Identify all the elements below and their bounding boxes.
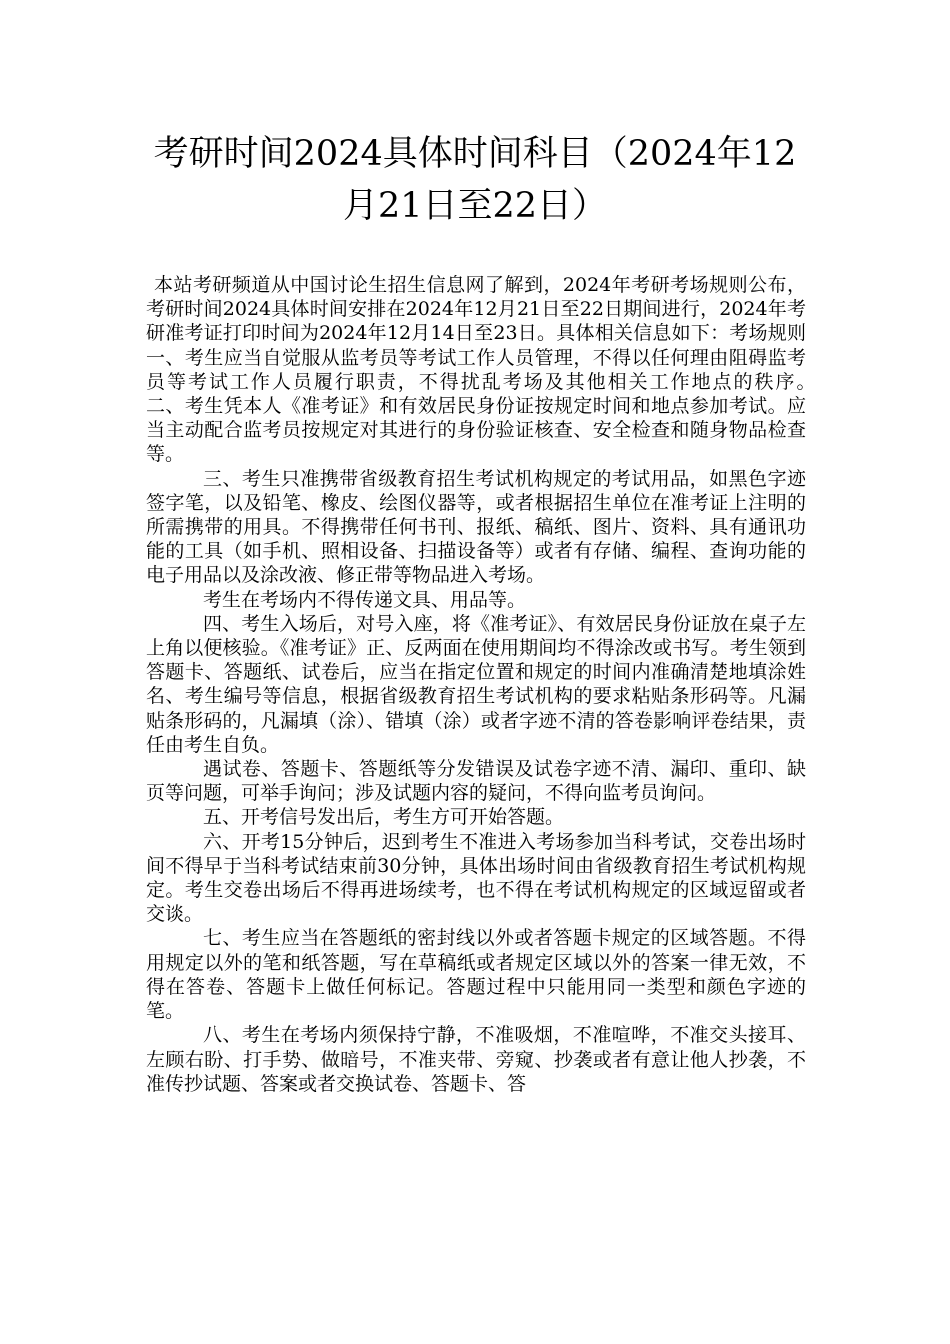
paragraph-rule-3: 三、考生只准携带省级教育招生考试机构规定的考试用品，如黑色字迹签字笔，以及铅笔、橡皮、绘图仪器等，或者根据招生单位在准考证上注明的所需携带的用具。不得携带任何书刊、报纸、稿纸、图片、资料、具有通讯功能的工具（如手机、照相设备、扫描设备等）或者有存储、编程、查询功能的电子用品以及涂改液、修正带等物品进入考场。 — [146, 467, 806, 587]
paragraph-rule-8: 八、考生在考场内须保持宁静，不准吸烟，不准喧哗，不准交头接耳、左顾右盼、打手势、做暗号，不准夹带、旁窥、抄袭或者有意让他人抄袭，不准传抄试题、答案或者交换试卷、答题卡、答 — [146, 1024, 806, 1095]
document-body — [146, 273, 845, 1096]
paragraph-rule-3-note: 考生在考场内不得传递文具、用品等。 — [203, 588, 527, 611]
paragraph-rule-4: 四、考生入场后，对号入座，将《准考证》、有效居民身份证放在桌子左上角以便核验。《准考证》正、反两面在使用期间均不得涂改或书写。考生领到答题卡、答题纸、试卷后，应当在指定位置和规定的时间内准确清楚地填涂姓名、考生编号等信息，根据省级教育招生考试机构的要求粘贴条形码等。凡漏贴条形码的，凡漏填（涂）、错填（涂）或者字迹不清的答卷影响评卷结果，责任由考生自负。 — [146, 612, 806, 756]
paragraph-intro: 本站考研频道从中国讨论生招生信息网了解到，2024年考研考场规则公布，考研时间2024具体时间安排在2024年12月21日至22日期间进行，2024年考研准考证打印时间为2024年12月14日至23日。具体相关信息如下：考场规则 一、考生应当自觉服从监考员等考试工作人员管理，不得以任何理由阻碍监考员等考试工作人员履行职责，不得扰乱考场及其他相关工作地点的秩序。 二、考生凭本人《准考证》和有效居民身份证按规定时间和地点参加考试。应当主动配合监考员按规定对其进行的身份验证核查、安全检查和随身物品检查等。 — [146, 274, 845, 466]
paragraph-rule-6: 六、开考15分钟后，迟到考生不准进入考场参加当科考试，交卷出场时间不得早于当科考试结束前30分钟，具体出场时间由省级教育招生考试机构规定。考生交卷出场后不得再进场续考，也不得在考试机构规定的区域逗留或者交谈。 — [146, 830, 806, 926]
paragraph-rule-7: 七、考生应当在答题纸的密封线以外或者答题卡规定的区域答题。不得用规定以外的笔和纸答题，写在草稿纸或者规定区域以外的答案一律无效，不得在答卷、答题卡上做任何标记。答题过程中只能用同一类型和颜色字迹的笔。 — [146, 927, 806, 1023]
paragraph-rule-5: 五、开考信号发出后，考生方可开始答题。 — [203, 806, 565, 829]
paragraph-rule-4-note: 遇试卷、答题卡、答题纸等分发错误及试卷字迹不清、漏印、重印、缺页等问题，可举手询问；涉及试题内容的疑问，不得向监考员询问。 — [146, 758, 806, 805]
document-title: 考研时间2024具体时间科目（2024年12月21日至22日） — [153, 134, 797, 226]
